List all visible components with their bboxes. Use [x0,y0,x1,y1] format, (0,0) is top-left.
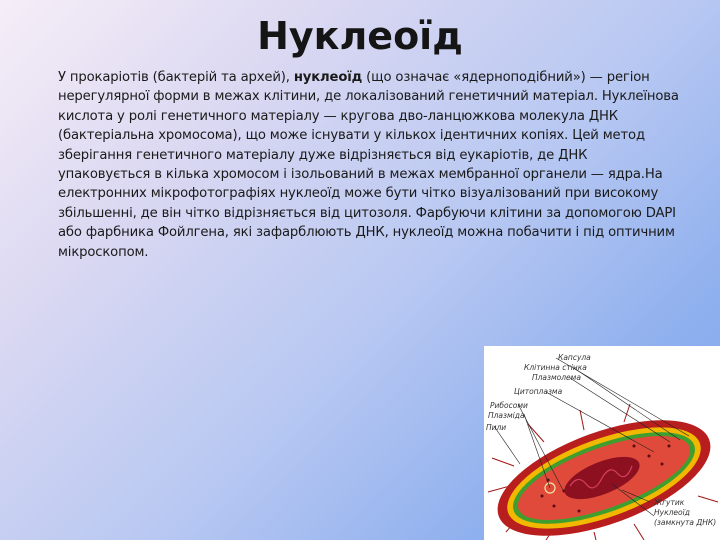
label-cell-wall: Клітинна стінка [524,363,587,372]
label-cytoplasm: Цитоплазма [514,387,563,396]
slide-title: Нуклеоїд [257,14,463,58]
label-flagellum: Жгутик [654,498,685,507]
bacterial-cell-diagram [484,346,720,540]
body-text-main: (що означає «ядерноподібний») — регіон нерегулярної форми в межах клітини, де локалізований генетичний матеріал. Нуклеїнова кислота у ролі генетичного матеріалу — кругова дво-ланцюжкова молекула ДНК (бактеріальна хромосома), що може існувати у кількох ідентичних копіях. Цей метод зберігання генетичного матеріалу дуже відрізняється від еукаріотів, де ДНК упаковується в кілька хромосом і ізольований в межах мембранної органели — ядра.На електронних мікрофотографіях нуклеоїд може бути чітко візуалізований при високому збільшенні, де він чітко відрізняється від цитозоля. Фарбуючи клітини за допомогою DAPI або фарбника Фойлгена, які зафарблюють ДНК, нуклеоїд можна побачити і під оптичним мікроскопом. [58,70,679,260]
label-plasmalemma: Плазмолема [532,373,581,382]
label-ribosomes: Рибосоми [490,401,528,410]
body-term-nucleoid: нуклеоїд [293,70,363,85]
bacterial-cell-svg [484,346,720,540]
label-capsule: Капсула [558,353,591,362]
body-text-intro: У прокаріотів (бактерій та архей), [58,70,294,85]
body-paragraph [58,68,680,262]
label-nucleoid: Нуклеоїд [654,508,690,517]
label-nucleoid-dna: (замкнута ДНК) [654,518,717,527]
label-plasmid: Плазміда [488,411,525,420]
label-pili: Пили [486,423,507,432]
